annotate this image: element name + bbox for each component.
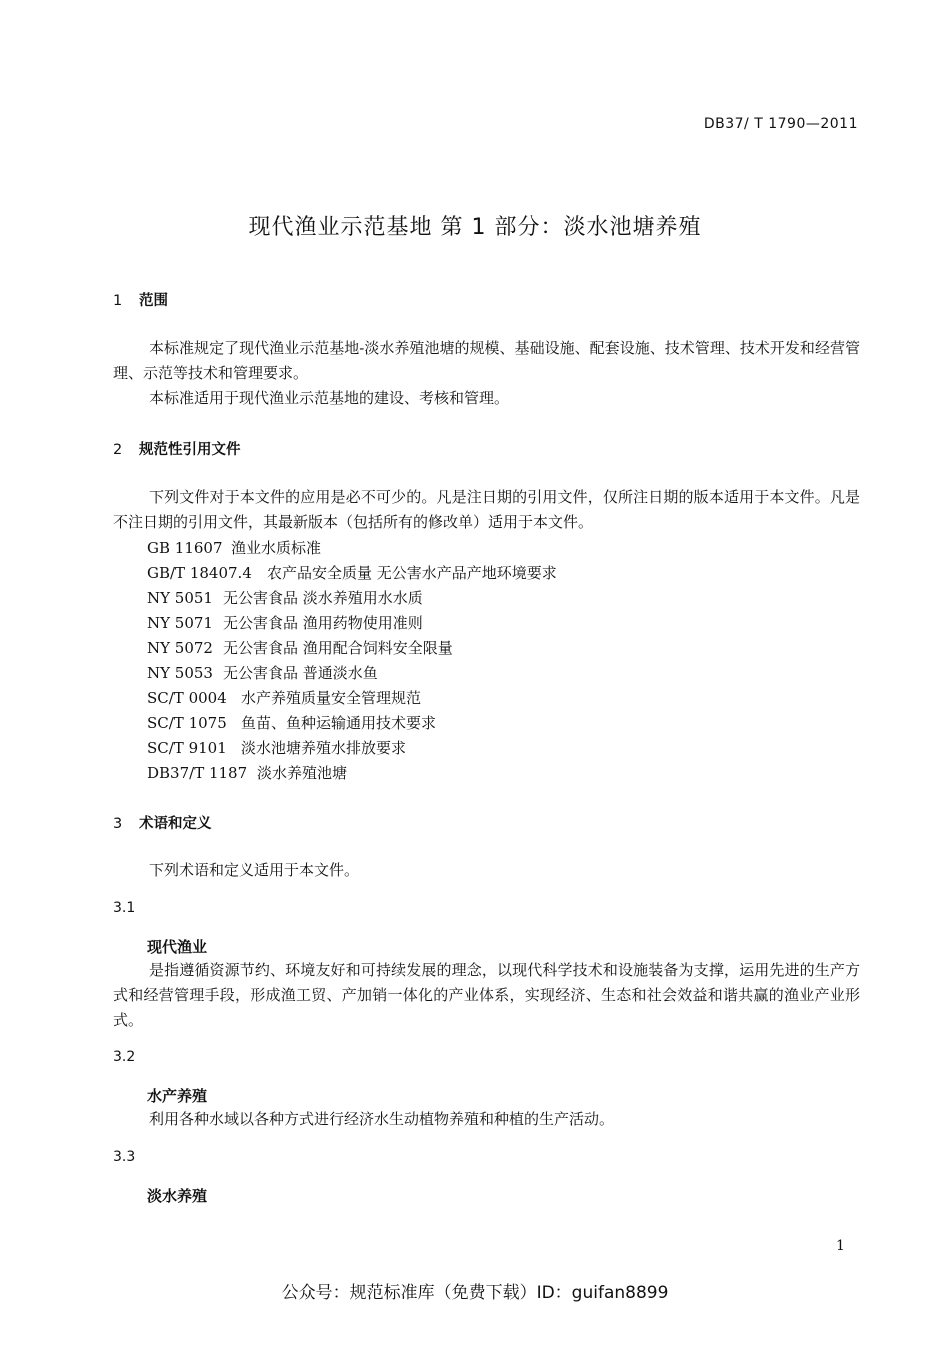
section-1-paragraph-2: 本标准适用于现代渔业示范基地的建设、考核和管理。	[149, 389, 510, 407]
reference-title: 淡水池塘养殖水排放要求	[241, 739, 407, 757]
section-2-intro: 下列文件对于本文件的应用是必不可少的。凡是注日期的引用文件，仅所注日期的版本适用于本文件。凡是不注日期的引用文件，其最新版本（包括所有的修改单）适用于本文件。	[113, 488, 860, 531]
term-name: 现代渔业	[147, 938, 208, 956]
reference-item	[147, 612, 423, 633]
section-number: 1	[113, 293, 123, 309]
term-definition: 是指遵循资源节约、环境友好和可持续发展的理念，以现代科学技术和设施装备为支撑，运用先进的生产方式和经营管理手段，形成渔工贸、产加销一体化的产业体系，实现经济、生态和社会效益和谐共赢的渔业产业形式。	[113, 961, 860, 1029]
reference-code: GB/T 18407.4	[147, 564, 252, 582]
term-definition: 利用各种水域以各种方式进行经济水生动植物养殖和种植的生产活动。	[149, 1110, 615, 1128]
reference-code: NY 5071	[147, 614, 213, 632]
reference-code: NY 5072	[147, 639, 213, 657]
term-number: 3.2	[113, 1049, 136, 1065]
reference-title: 水产养殖质量安全管理规范	[241, 689, 422, 707]
term-number: 3.1	[113, 900, 136, 916]
term-name: 水产养殖	[147, 1087, 208, 1105]
term-name: 淡水养殖	[147, 1187, 208, 1205]
section-title: 术语和定义	[139, 816, 212, 832]
reference-item	[147, 562, 557, 583]
reference-title: 无公害食品 普通淡水鱼	[223, 664, 378, 682]
reference-item	[147, 587, 423, 608]
reference-item	[147, 637, 453, 658]
reference-item	[147, 537, 321, 558]
section-2-heading	[113, 438, 241, 459]
reference-title: 农产品安全质量 无公害水产品产地环境要求	[267, 564, 557, 582]
reference-code: GB 11607	[147, 539, 223, 557]
section-number: 2	[113, 442, 123, 458]
document-title: 现代渔业示范基地 第 1 部分：淡水池塘养殖	[248, 215, 702, 240]
section-3-intro: 下列术语和定义适用于本文件。	[149, 861, 360, 879]
reference-item	[147, 687, 421, 708]
reference-item	[147, 737, 406, 758]
standard-number: DB37/ T 1790—2011	[703, 116, 858, 132]
section-title: 规范性引用文件	[139, 442, 241, 458]
reference-item	[147, 762, 347, 783]
reference-title: 无公害食品 渔用配合饲料安全限量	[223, 639, 453, 657]
reference-title: 渔业水质标准	[231, 539, 322, 557]
section-title: 范围	[139, 293, 168, 309]
reference-title: 无公害食品 淡水养殖用水水质	[223, 589, 423, 607]
reference-code: SC/T 1075	[147, 714, 227, 732]
reference-title: 鱼苗、鱼种运输通用技术要求	[241, 714, 437, 732]
term-number: 3.3	[113, 1149, 136, 1165]
section-number: 3	[113, 816, 123, 832]
reference-title: 淡水养殖池塘	[257, 764, 348, 782]
reference-item	[147, 662, 378, 683]
footer-watermark-text: 公众号：规范标准库（免费下载）ID：guifan8899	[281, 1283, 669, 1303]
reference-code: SC/T 0004	[147, 689, 227, 707]
page-number: 1	[836, 1238, 845, 1254]
reference-code: SC/T 9101	[147, 739, 227, 757]
reference-title: 无公害食品 渔用药物使用准则	[223, 614, 423, 632]
section-1-heading	[113, 289, 168, 310]
section-3-heading	[113, 812, 212, 833]
reference-code: NY 5053	[147, 664, 213, 682]
reference-code: DB37/T 1187	[147, 764, 248, 782]
section-1-paragraph-1: 本标准规定了现代渔业示范基地-淡水养殖池塘的规模、基础设施、配套设施、技术管理、技术开发和经营管理、示范等技术和管理要求。	[113, 339, 860, 382]
reference-code: NY 5051	[147, 589, 213, 607]
reference-item	[147, 712, 436, 733]
